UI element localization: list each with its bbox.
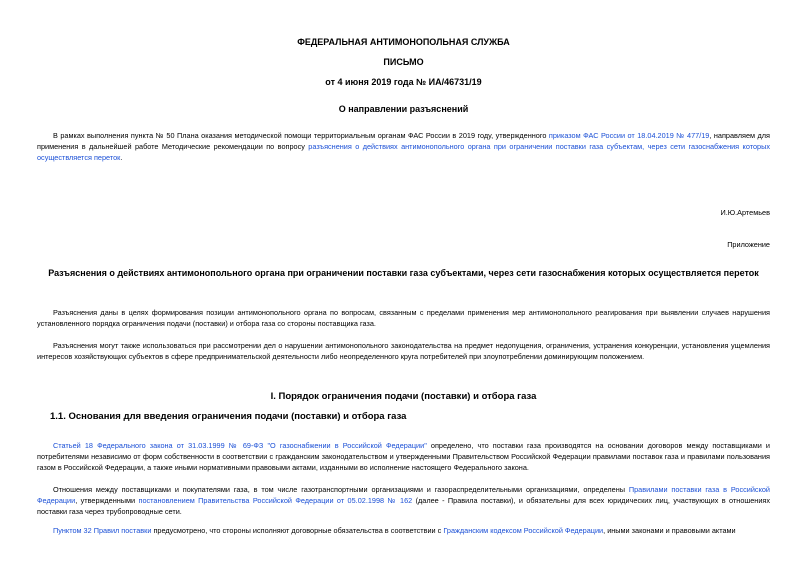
doc-date-number: от 4 июня 2019 года № ИА/46731/19 xyxy=(325,77,482,87)
paragraph-2: Разъяснения могут также использоваться при рассмотрении дел о нарушении антимонопольного законодательства на предмет недопущения, ограничения, устранения конкуренции, установления ущемления интересов хозяйствующих субъектов в сфере предпринимательской деятельности либо неопределенного круга потребителей при злоупотреблении доминирующим положением. xyxy=(37,341,770,361)
paragraph-3: Статьей 18 Федерального закона от 31.03.1999 № 69-ФЗ "О газоснабжении в Российской Федерации" определено, что поставки газа производятся на основании договоров между поставщиками и потребителями независимо от форм собственности в соответствии с гражданским законодательством и утвержденными Правительством Российской Федерации правилами поставок газа и правилами пользования газом в Российской Федерации, а также иными нормативными правовыми актами, изданными во исполнение настоящего Федерального закона. xyxy=(37,441,771,472)
recommendations-link[interactable]: разъяснения о действиях антимонопольного органа при ограничении поставки газа субъектам, через сети газоснабжения которых осуществляется переток xyxy=(37,142,770,162)
civil-code-link[interactable]: Гражданским кодексом Российской Федерации xyxy=(443,526,604,535)
gas-law-link[interactable]: Статьей 18 Федерального закона от 31.03.1999 № 69-ФЗ "О газоснабжении в Российской Федерации" xyxy=(53,441,427,450)
subsection-1-1-title: 1.1. Основания для введения ограничения подачи (поставки) и отбора газа xyxy=(50,411,407,422)
section-1-title: I. Порядок ограничения подачи (поставки) и отбора газа xyxy=(270,391,537,402)
doc-type: ПИСЬМО xyxy=(383,57,424,67)
supply-rules-link[interactable]: Правилами поставки газа в Российской Федерации xyxy=(37,485,770,505)
order-link[interactable]: приказом ФАС России от 18.04.2019 № 477/19 xyxy=(548,131,710,140)
paragraph-1: Разъяснения даны в целях формирования позиции антимонопольного органа по вопросам, связанным с пределами применения мер антимонопольного реагирования при выявлении случаев нарушения установленного порядка ограничения подачи (поставки) и отбора газа со стороны поставщика газа. xyxy=(37,308,770,328)
intro-paragraph: В рамках выполнения пункта № 50 Плана оказания методической помощи территориальным органам ФАС России в 2019 году, утвержденного приказом ФАС России от 18.04.2019 № 477/19, направляем для применения в дальнейшей работе Методические рекомендации по вопросу разъяснения о действиях антимонопольного органа при ограничении поставки газа субъектам, через сети газоснабжения которых осуществляется переток. xyxy=(37,131,771,162)
agency-title: ФЕДЕРАЛЬНАЯ АНТИМОНОПОЛЬНАЯ СЛУЖБА xyxy=(297,37,510,47)
appendix-title: Разъяснения о действиях антимонопольного органа при ограничении поставки газа субъектами, через сети газоснабжения которых осуществляется переток xyxy=(48,268,759,278)
government-decree-link[interactable]: постановлением Правительства Российской Федерации от 05.02.1998 № 162 xyxy=(138,496,413,505)
clause-32-link[interactable]: Пунктом 32 Правил поставки xyxy=(53,526,152,535)
signature: И.Ю.Артемьев xyxy=(720,208,770,217)
doc-subject: О направлении разъяснений xyxy=(338,104,469,114)
appendix-label: Приложение xyxy=(727,240,770,249)
paragraph-4: Отношения между поставщиками и покупателями газа, в том числе газотранспортными организациями и газораспределительными организациями, определены Правилами поставки газа в Российской Федерации, утвержденными постановлением Правительства Российской Федерации от 05.02.1998 № 162 (далее - Правила поставки), и обязательны для всех юридических лиц, участвующих в отношениях поставки газа через трубопроводные сети. xyxy=(37,485,770,516)
paragraph-5: Пунктом 32 Правил поставки предусмотрено, что стороны исполняют договорные обязательства в соответствии с Гражданским кодексом Российской Федерации, иными законами и правовыми актами xyxy=(53,526,736,535)
